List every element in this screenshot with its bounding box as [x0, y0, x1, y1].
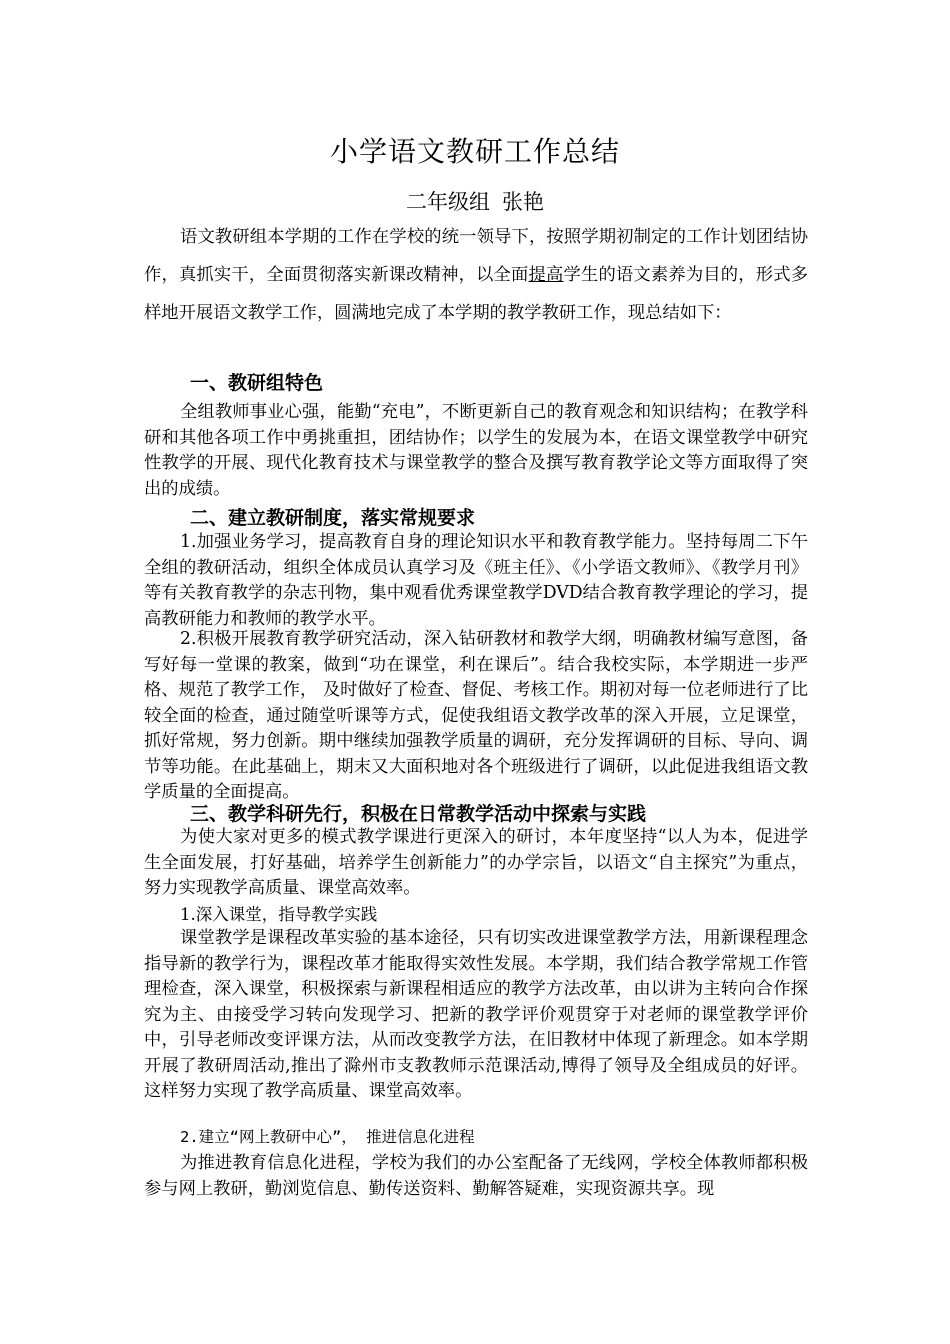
section-1-paragraph: 全组教师事业心强，能勤“充电”，不断更新自己的教育观念和知识结构；在教学科研和其他各项工作中勇挑重担，团结协作；以学生的发展为本，在语文课堂教学中研究性教学的开展、现代化教育技术与课堂教学的整合及撰写教育教学论文等方面取得了突出的成绩。 [144, 402, 808, 499]
section-3-intro: 为使大家对更多的模式教学课进行更深入的研讨，本年度坚持“以人为本，促进学生全面发展，打好基础，培养学生创新能力”的办学宗旨，以语文“自主探究”为重点，努力实现教学高质量、课堂高效率。 [144, 827, 808, 898]
section-2-heading: 二、建立教研制度，落实常规要求 [190, 507, 476, 529]
section-3-sub-2-paragraph: 为推进教育信息化进程，学校为我们的办公室配备了无线网，学校全体教师都积极参与网上教研，勤浏览信息、勤传送资料、勤解答疑难，实现资源共享。现 [144, 1153, 808, 1199]
section-3-sub-1-heading: 1.深入课堂，指导教学实践 [180, 905, 378, 924]
section-3-sub-1-paragraph: 课堂教学是课程改革实验的基本途径，只有切实改进课堂教学方法，用新课程理念指导新的教学行为，课程改革才能取得实效性发展。本学期，我们结合教学常规工作管理检查，深入课堂，积极探索与新课程相适应的教学方法改革，由以讲为主转向合作探究为主、由接受学习转向发现学习、把新的教学评价观贯穿于对老师的课堂教学评价中，引导老师改变评课方法，从而改变教学方法，在旧教材中体现了新理念。如本学期开展了教研周活动,推出了滁州市支教教师示范课活动,博得了领导及全组成员的好评。这样努力实现了教学高质量、课堂高效率。 [144, 928, 808, 1101]
section-3-heading: 三、教学科研先行，积极在日常教学活动中探索与实践 [190, 803, 647, 825]
document-title: 小学语文教研工作总结 [329, 135, 620, 168]
section-2-paragraph-2: 2.积极开展教育教学研究活动，深入钻研教材和教学大纲，明确教材编写意图，备写好每一堂课的教案，做到“功在课堂，利在课后”。结合我校实际，本学期进一步严格、规范了教学工作， 及时做好了检查、督促、考核工作。期初对每一位老师进行了比较全面的检查，通过随堂听课等方式，促使我组语文教学改革的深入开展，立足课堂，抓好常规，努力创新。期中继续加强教学质量的调研，充分发挥调研的目标、导向、调节等功能。在此基础上，期末又大面积地对各个班级进行了调研，以此促进我组语文教学质量的全面提高。 [144, 629, 808, 802]
section-2-paragraph-1: 1.加强业务学习，提高教育自身的理论知识水平和教育教学能力。坚持每周二下午全组的教研活动，组织全体成员认真学习及《班主任》、《小学语文教师》、《教学月刊》等有关教育教学的杂志刊物，集中观看优秀课堂教学DVD结合教育教学理论的学习，提高教研能力和教师的教学水平。 [144, 532, 808, 629]
author-group: 二年级组 [406, 190, 490, 214]
section-1-heading: 一、教研组特色 [190, 372, 324, 394]
document-author [0, 186, 950, 216]
intro-paragraph [144, 218, 808, 332]
intro-link-text[interactable]: 提高 [528, 265, 564, 285]
section-3-sub-2-heading: 2.建立“网上教研中心”， 推进信息化进程 [180, 1128, 475, 1146]
intro-text-end: 学生的语文素养为目的，形式多样地开展语文教学工作，圆满地完成了本学期的教学教研工作，现总结如下： [144, 265, 808, 323]
author-name: 张艳 [502, 190, 544, 214]
intro-text-start: 语文教研组本学期的工作在学校的统一领导下，按照学期初制定的工作计划团结协作，真抓实干，全面贯彻落实新课改精神，以全面 [144, 227, 808, 285]
